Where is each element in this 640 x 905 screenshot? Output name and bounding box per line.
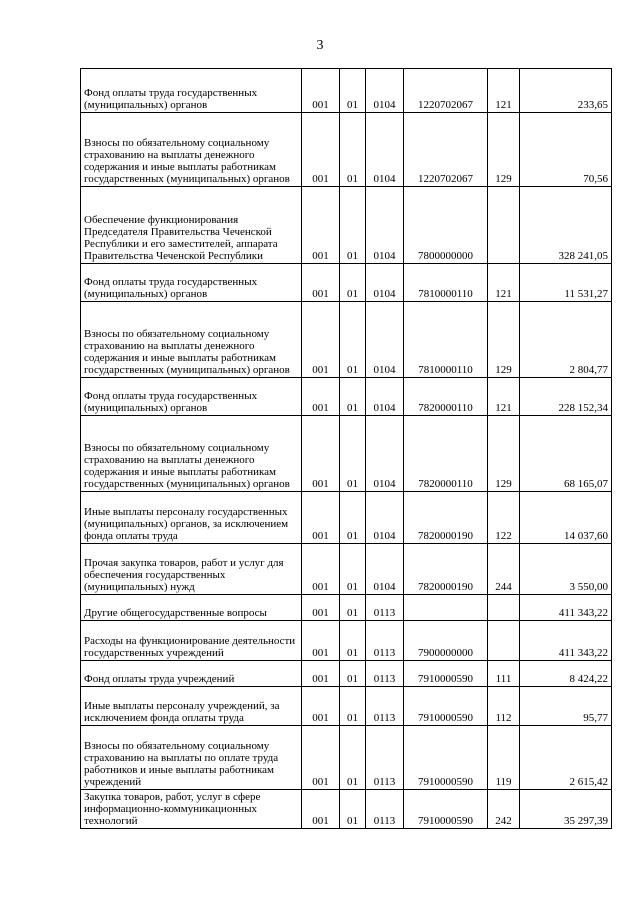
row-grbs: 001 [302, 264, 340, 302]
row-cs: 7810000110 [404, 264, 488, 302]
row-rz: 01 [340, 726, 366, 790]
row-pr: 0104 [366, 69, 404, 113]
row-name: Фонд оплаты труда государственных (муниципальных) органов [81, 378, 302, 416]
row-name: Иные выплаты персоналу государственных (муниципальных) органов, за исключением фонда оплаты труда [81, 492, 302, 544]
row-sum: 95,77 [520, 687, 612, 726]
row-pr: 0113 [366, 661, 404, 687]
row-name: Прочая закупка товаров, работ и услуг для обеспечения государственных (муниципальных) нужд [81, 544, 302, 595]
row-grbs: 001 [302, 416, 340, 492]
row-sum: 411 343,22 [520, 595, 612, 621]
row-rz: 01 [340, 687, 366, 726]
row-name: Расходы на функционирование деятельности государственных учреждений [81, 621, 302, 661]
row-sum: 411 343,22 [520, 621, 612, 661]
row-rz: 01 [340, 302, 366, 378]
row-cs: 1220702067 [404, 69, 488, 113]
row-cs: 7910000590 [404, 790, 488, 829]
row-grbs: 001 [302, 726, 340, 790]
row-sum: 233,65 [520, 69, 612, 113]
row-pr: 0104 [366, 416, 404, 492]
row-rz: 01 [340, 378, 366, 416]
row-cs: 7820000190 [404, 492, 488, 544]
row-grbs: 001 [302, 661, 340, 687]
row-grbs: 001 [302, 544, 340, 595]
row-rz: 01 [340, 69, 366, 113]
row-vr: 122 [488, 492, 520, 544]
table-row [81, 595, 612, 621]
row-vr: 244 [488, 544, 520, 595]
row-name: Взносы по обязательному социальному страхованию на выплаты денежного содержания и иные выплаты работникам государственных (муниципальных) органов [81, 416, 302, 492]
row-vr: 119 [488, 726, 520, 790]
row-sum: 14 037,60 [520, 492, 612, 544]
table-row [81, 492, 612, 544]
row-rz: 01 [340, 595, 366, 621]
row-grbs: 001 [302, 378, 340, 416]
row-grbs: 001 [302, 187, 340, 264]
row-name: Иные выплаты персоналу учреждений, за исключением фонда оплаты труда [81, 687, 302, 726]
row-pr: 0104 [366, 302, 404, 378]
table-row [81, 69, 612, 113]
row-grbs: 001 [302, 621, 340, 661]
row-sum: 328 241,05 [520, 187, 612, 264]
row-cs: 7820000190 [404, 544, 488, 595]
row-vr: 129 [488, 113, 520, 187]
row-cs: 7910000590 [404, 661, 488, 687]
row-cs: 7900000000 [404, 621, 488, 661]
row-vr: 111 [488, 661, 520, 687]
row-name: Другие общегосударственные вопросы [81, 595, 302, 621]
row-vr: 121 [488, 378, 520, 416]
table-row [81, 264, 612, 302]
row-vr: 121 [488, 264, 520, 302]
row-sum: 228 152,34 [520, 378, 612, 416]
row-pr: 0104 [366, 113, 404, 187]
row-cs: 7810000110 [404, 302, 488, 378]
table-row [81, 687, 612, 726]
row-name: Взносы по обязательному социальному страхованию на выплаты по оплате труда работников и иные выплаты работникам учреждений [81, 726, 302, 790]
row-pr: 0104 [366, 492, 404, 544]
page-number: 3 [316, 38, 324, 53]
row-cs: 7910000590 [404, 687, 488, 726]
row-pr: 0113 [366, 726, 404, 790]
row-vr: 129 [488, 416, 520, 492]
row-pr: 0104 [366, 378, 404, 416]
row-rz: 01 [340, 492, 366, 544]
row-name: Фонд оплаты труда учреждений [81, 661, 302, 687]
row-vr: 242 [488, 790, 520, 829]
row-cs: 7800000000 [404, 187, 488, 264]
row-pr: 0113 [366, 621, 404, 661]
table-row [81, 187, 612, 264]
row-cs: 7820000110 [404, 416, 488, 492]
table-row [81, 661, 612, 687]
row-cs: 7820000110 [404, 378, 488, 416]
row-vr: 129 [488, 302, 520, 378]
budget-table [80, 68, 612, 829]
row-name: Фонд оплаты труда государственных (муниципальных) органов [81, 69, 302, 113]
row-grbs: 001 [302, 302, 340, 378]
row-name: Фонд оплаты труда государственных (муниципальных) органов [81, 264, 302, 302]
row-sum: 68 165,07 [520, 416, 612, 492]
table-row [81, 544, 612, 595]
row-grbs: 001 [302, 113, 340, 187]
table-row [81, 113, 612, 187]
row-pr: 0113 [366, 595, 404, 621]
row-rz: 01 [340, 790, 366, 829]
row-pr: 0104 [366, 264, 404, 302]
row-sum: 2 804,77 [520, 302, 612, 378]
row-vr: 121 [488, 69, 520, 113]
row-grbs: 001 [302, 687, 340, 726]
row-pr: 0113 [366, 687, 404, 726]
row-rz: 01 [340, 264, 366, 302]
row-name: Закупка товаров, работ, услуг в сфере информационно-коммуникационных технологий [81, 790, 302, 829]
row-pr: 0104 [366, 187, 404, 264]
row-rz: 01 [340, 187, 366, 264]
row-rz: 01 [340, 113, 366, 187]
row-name: Взносы по обязательному социальному страхованию на выплаты денежного содержания и иные выплаты работникам государственных (муниципальных) органов [81, 302, 302, 378]
table-row [81, 621, 612, 661]
table-row [81, 378, 612, 416]
table-row [81, 302, 612, 378]
row-sum: 70,56 [520, 113, 612, 187]
row-rz: 01 [340, 661, 366, 687]
row-sum: 2 615,42 [520, 726, 612, 790]
row-vr [488, 187, 520, 264]
row-cs: 7910000590 [404, 726, 488, 790]
row-rz: 01 [340, 544, 366, 595]
table-row [81, 416, 612, 492]
row-cs: 1220702067 [404, 113, 488, 187]
row-rz: 01 [340, 621, 366, 661]
row-pr: 0113 [366, 790, 404, 829]
row-grbs: 001 [302, 492, 340, 544]
row-rz: 01 [340, 416, 366, 492]
row-sum: 8 424,22 [520, 661, 612, 687]
table-row [81, 790, 612, 829]
row-vr [488, 595, 520, 621]
row-pr: 0104 [366, 544, 404, 595]
row-grbs: 001 [302, 69, 340, 113]
row-vr: 112 [488, 687, 520, 726]
table-row [81, 726, 612, 790]
row-sum: 35 297,39 [520, 790, 612, 829]
row-cs [404, 595, 488, 621]
row-grbs: 001 [302, 790, 340, 829]
row-name: Взносы по обязательному социальному страхованию на выплаты денежного содержания и иные выплаты работникам государственных (муниципальных) органов [81, 113, 302, 187]
row-grbs: 001 [302, 595, 340, 621]
row-name: Обеспечение функционирования Председателя Правительства Чеченской Республики и его заместителей, аппарата Правительства Чеченской Республики [81, 187, 302, 264]
row-vr [488, 621, 520, 661]
row-sum: 3 550,00 [520, 544, 612, 595]
row-sum: 11 531,27 [520, 264, 612, 302]
